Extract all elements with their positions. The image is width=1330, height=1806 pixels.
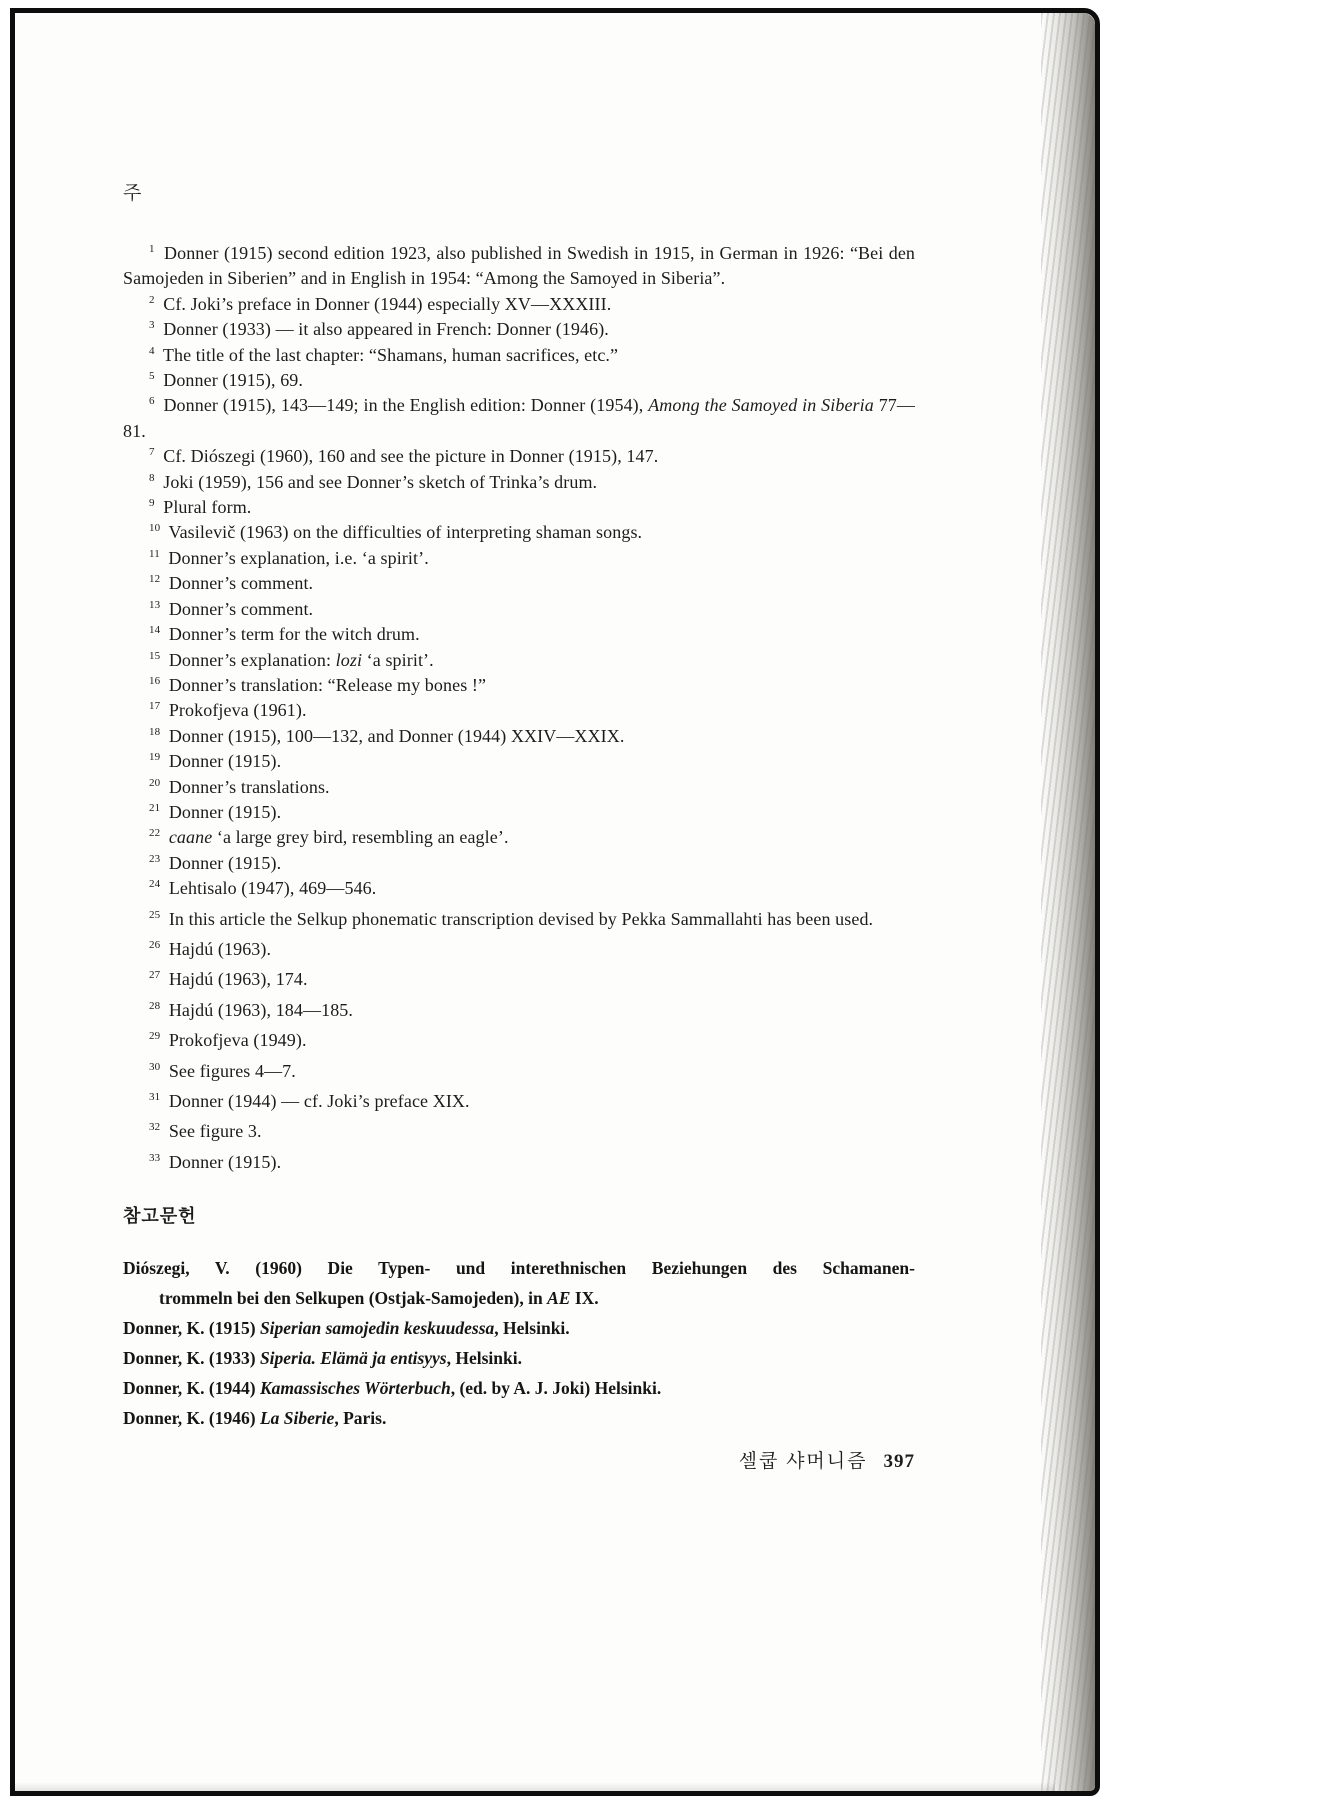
references-heading: 참고문헌: [123, 1206, 197, 1228]
footnote-number: 20: [149, 776, 161, 789]
footnotes-list: [123, 241, 915, 1175]
italic-text: Among the Samoyed in Siberia: [648, 395, 874, 416]
text-segment: Hajdú (1963), 184—185.: [168, 999, 353, 1020]
reference-line: [123, 1283, 915, 1313]
text-segment: , (ed. by A. J. Joki) Helsinki.: [450, 1378, 662, 1399]
footnote-number: 25: [149, 908, 161, 921]
notes-heading: 주: [123, 182, 142, 204]
text-segment: Prokofjeva (1949).: [168, 1030, 307, 1051]
italic-text: Siperia. Elämä ja entisyys: [259, 1348, 447, 1369]
footnote-item: [123, 800, 915, 825]
text-segment: Donner’s explanation:: [168, 649, 336, 670]
footnote-item: [123, 673, 915, 698]
footnote-number: 14: [149, 624, 161, 637]
footnote-item: [123, 495, 915, 520]
running-title: 셀쿱 샤머니즘: [738, 1451, 868, 1473]
italic-text: Siperian samojedin keskuudessa: [259, 1318, 495, 1339]
footnote-item: [123, 749, 915, 774]
footnote-item: [123, 998, 915, 1023]
footnote-item: [123, 470, 915, 495]
footnote-number: 3: [149, 319, 155, 332]
text-segment: Donner (1915), 100—132, and Donner (1944) XXIV—XXIX.: [168, 725, 625, 746]
footnote-item: [123, 368, 915, 393]
text-segment: IX.: [570, 1288, 599, 1309]
footnote-item: [123, 1059, 915, 1084]
footnote-number: 24: [149, 878, 161, 891]
text-segment: Donner’s term for the witch drum.: [168, 624, 420, 645]
footnote-item: [123, 292, 915, 317]
text-segment: Donner, K. (1946): [123, 1408, 260, 1429]
footnote-item: [123, 622, 915, 647]
text-segment: Hajdú (1963), 174.: [168, 969, 308, 990]
reference-line: [123, 1343, 915, 1373]
text-segment: Cf. Diószegi (1960), 160 and see the picture in Donner (1915), 147.: [163, 446, 659, 467]
references-list: [123, 1253, 915, 1433]
reference-item: [123, 1313, 915, 1343]
reference-item: [123, 1373, 915, 1403]
text-segment: Donner, K. (1915): [123, 1318, 260, 1339]
text-segment: Lehtisalo (1947), 469—546.: [168, 878, 377, 899]
text-segment: Donner (1915).: [168, 1151, 282, 1172]
text-segment: trommeln bei den Selkupen (Ostjak-Samojeden), in: [159, 1288, 548, 1309]
footnote-number: 2: [149, 293, 155, 306]
footnote-item: [123, 1150, 915, 1175]
footnote-number: 23: [149, 852, 161, 865]
text-segment: Prokofjeva (1961).: [168, 700, 307, 721]
text-segment: Hajdú (1963).: [168, 938, 272, 959]
footnote-item: [123, 775, 915, 800]
text-segment: Donner’s comment.: [168, 573, 314, 594]
footnote-number: 26: [149, 938, 161, 951]
footnote-number: 12: [149, 573, 161, 586]
footnote-item: [123, 546, 915, 571]
page-number: 397: [883, 1451, 915, 1473]
text-segment: Donner (1915).: [168, 751, 282, 772]
footnote-number: 13: [149, 598, 161, 611]
text-segment: Donner (1915).: [168, 852, 282, 873]
text-segment: In this article the Selkup phonematic transcription devised by Pekka Sammallahti has been used.: [168, 908, 874, 929]
footnote-item: [123, 571, 915, 596]
text-segment: Cf. Joki’s preface in Donner (1944) especially XV—XXXIII.: [163, 293, 612, 314]
page-footer: [123, 1449, 915, 1475]
text-segment: Joki (1959), 156 and see Donner’s sketch of Trinka’s drum.: [163, 471, 598, 492]
text-segment: The title of the last chapter: “Shamans, human sacrifices, etc.”: [162, 344, 619, 365]
footnote-number: 22: [149, 827, 161, 840]
footnote-number: 18: [149, 725, 161, 738]
footnote-item: [123, 1089, 915, 1114]
italic-text: AE: [547, 1288, 571, 1309]
footnote-number: 11: [149, 547, 160, 560]
reference-line: [123, 1313, 915, 1343]
footnote-number: 32: [149, 1121, 161, 1134]
footnote-item: [123, 698, 915, 723]
footnote-number: 9: [149, 497, 155, 510]
footnote-number: 16: [149, 674, 161, 687]
text-segment: See figure 3.: [168, 1121, 262, 1142]
footnote-item: [123, 648, 915, 673]
page-content: [123, 181, 915, 1475]
reference-item: [123, 1343, 915, 1373]
text-segment: Diószegi, V. (1960) Die Typen- und interethnischen Beziehungen des Schamanen-: [123, 1258, 915, 1279]
footnote-number: 19: [149, 751, 161, 764]
reference-item: [123, 1403, 915, 1433]
footnote-number: 29: [149, 1030, 161, 1043]
text-segment: 77—81.: [123, 395, 916, 441]
reference-item: [123, 1253, 915, 1313]
footnote-item: [123, 343, 915, 368]
text-segment: Donner, K. (1933): [123, 1348, 260, 1369]
footnote-item: [123, 851, 915, 876]
text-segment: ‘a spirit’.: [362, 649, 434, 670]
text-segment: Donner (1915), 143—149; in the English edition: Donner (1954),: [163, 395, 649, 416]
footnote-number: 5: [149, 370, 155, 383]
footnote-item: [123, 907, 915, 932]
footnote-item: [123, 876, 915, 901]
footnote-number: 7: [149, 446, 155, 459]
text-segment: , Helsinki.: [446, 1348, 522, 1369]
italic-text: lozi: [335, 649, 363, 670]
text-segment: Donner (1915), 69.: [163, 370, 303, 391]
text-segment: Vasilevič (1963) on the difficulties of interpreting shaman songs.: [168, 522, 643, 543]
footnote-number: 1: [149, 243, 155, 255]
footnote-item: [123, 724, 915, 749]
footnote-number: 31: [149, 1091, 161, 1103]
footnote-item: [123, 393, 915, 444]
text-segment: Donner, K. (1944): [123, 1378, 260, 1399]
footnote-number: 8: [149, 471, 155, 484]
text-segment: Donner’s explanation, i.e. ‘a spirit’.: [168, 547, 429, 568]
footnote-number: 6: [149, 395, 155, 408]
footnote-number: 30: [149, 1060, 161, 1073]
italic-text: caane: [168, 827, 213, 848]
footnote-item: [123, 317, 915, 342]
text-segment: Donner (1944) — cf. Joki’s preface XIX.: [168, 1091, 470, 1111]
footnote-number: 10: [149, 522, 161, 535]
reference-line: [123, 1253, 915, 1283]
footnote-item: [123, 825, 915, 850]
text-segment: Donner (1915).: [168, 801, 282, 822]
text-segment: See figures 4—7.: [168, 1060, 296, 1081]
text-segment: , Helsinki.: [494, 1318, 570, 1339]
footnote-item: [123, 597, 915, 622]
book-page: [10, 8, 1100, 1796]
text-segment: Donner (1933) — it also appeared in French: Donner (1946).: [163, 319, 609, 340]
footnote-item: [123, 444, 915, 469]
footnote-number: 28: [149, 999, 161, 1012]
footnote-item: [123, 1119, 915, 1144]
italic-text: La Siberie: [259, 1408, 335, 1429]
text-segment: Donner (1915) second edition 1923, also published in Swedish in 1915, in German in 1926: “Bei den Samojeden in Siberien” and in English in 1954: “Among the Samoyed in Siberia”.: [123, 243, 916, 289]
footnote-number: 33: [149, 1151, 161, 1164]
reference-line: [123, 1373, 915, 1403]
footnote-item: [123, 967, 915, 992]
reference-line: [123, 1403, 915, 1433]
footnote-item: [123, 241, 915, 292]
italic-text: Kamassisches Wörterbuch: [259, 1378, 451, 1399]
text-segment: , Paris.: [334, 1408, 387, 1429]
text-segment: ‘a large grey bird, resembling an eagle’.: [212, 827, 509, 848]
text-segment: Plural form.: [163, 497, 252, 518]
footnote-item: [123, 937, 915, 962]
book-page-edges: [1041, 13, 1095, 1791]
text-segment: Donner’s translations.: [168, 776, 330, 797]
footnote-number: 21: [149, 801, 161, 814]
footnote-item: [123, 520, 915, 545]
footnote-item: [123, 1028, 915, 1053]
text-segment: Donner’s translation: “Release my bones !”: [168, 674, 487, 695]
footnote-number: 15: [149, 649, 161, 662]
footnote-number: 27: [149, 969, 161, 982]
footnote-number: 4: [149, 344, 155, 357]
text-segment: Donner’s comment.: [168, 598, 314, 619]
footnote-number: 17: [149, 700, 161, 713]
